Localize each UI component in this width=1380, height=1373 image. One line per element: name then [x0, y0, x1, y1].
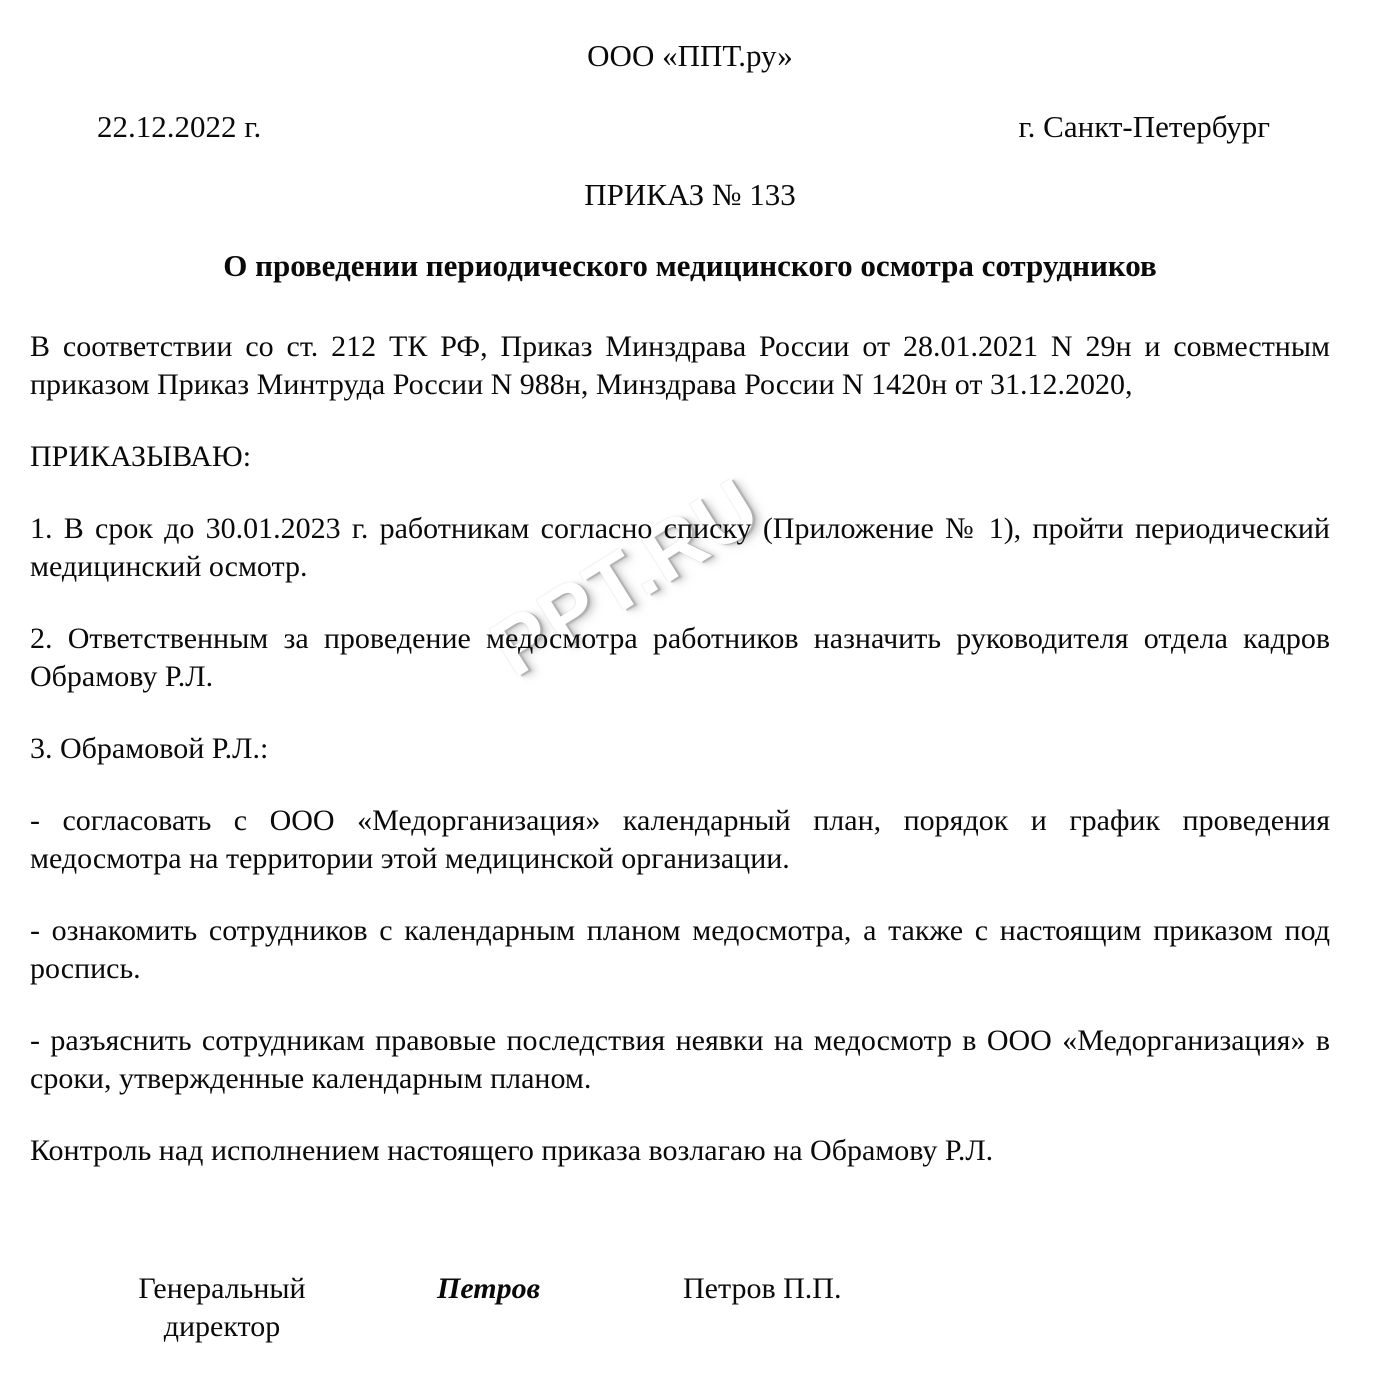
document-body	[30, 328, 1330, 1194]
preamble-paragraph: В соответствии со ст. 212 ТК РФ, Приказ Минздрава России от 28.01.2021 N 29н и совместным приказом Приказ Минтруда России N 988н, Минздрава России N 1420н от 31.12.2020,	[30, 330, 1330, 401]
signatory-name: Петров П.П.	[683, 1272, 842, 1305]
control-clause: Контроль над исполнением настоящего приказа возлагаю на Обрамову Р.Л.	[30, 1134, 994, 1167]
signature-block	[0, 1270, 1380, 1370]
document-city: г. Санкт-Петербург	[1018, 109, 1270, 144]
signatory-position: Генеральный директор	[138, 1272, 306, 1343]
watermark-text: PPT.RU	[476, 460, 775, 694]
order-item-3: 3. Обрамовой Р.Л.:	[30, 732, 269, 765]
handwritten-signature: Петров	[437, 1272, 540, 1305]
order-sub-item-2: - ознакомить сотрудников с календарным планом медосмотра, а также с настоящим приказом под роспись.	[30, 914, 1330, 985]
document-date: 22.12.2022 г.	[97, 109, 262, 144]
order-item-2: 2. Ответственным за проведение медосмотра работников назначить руководителя отдела кадров Обрамову Р.Л.	[30, 622, 1330, 693]
order-number: ПРИКАЗ № 133	[584, 177, 796, 212]
document-subject: О проведении периодического медицинского осмотра сотрудников	[223, 248, 1157, 283]
directive-heading: ПРИКАЗЫВАЮ:	[30, 440, 252, 473]
order-item-1: 1. В срок до 30.01.2023 г. работникам согласно списку (Приложение № 1), пройти периодический медицинский осмотр.	[30, 512, 1330, 583]
document-meta-row	[0, 108, 1380, 148]
order-sub-item-3: - разъяснить сотрудникам правовые последствия неявки на медосмотр в ООО «Медорганизация» в сроки, утвержденные календарным планом.	[30, 1024, 1330, 1095]
organization-name: ООО «ППТ.ру»	[587, 38, 793, 73]
order-sub-item-1: - согласовать с ООО «Медорганизация» календарный план, порядок и график проведения медосмотра на территории этой медицинской организации.	[30, 804, 1330, 875]
